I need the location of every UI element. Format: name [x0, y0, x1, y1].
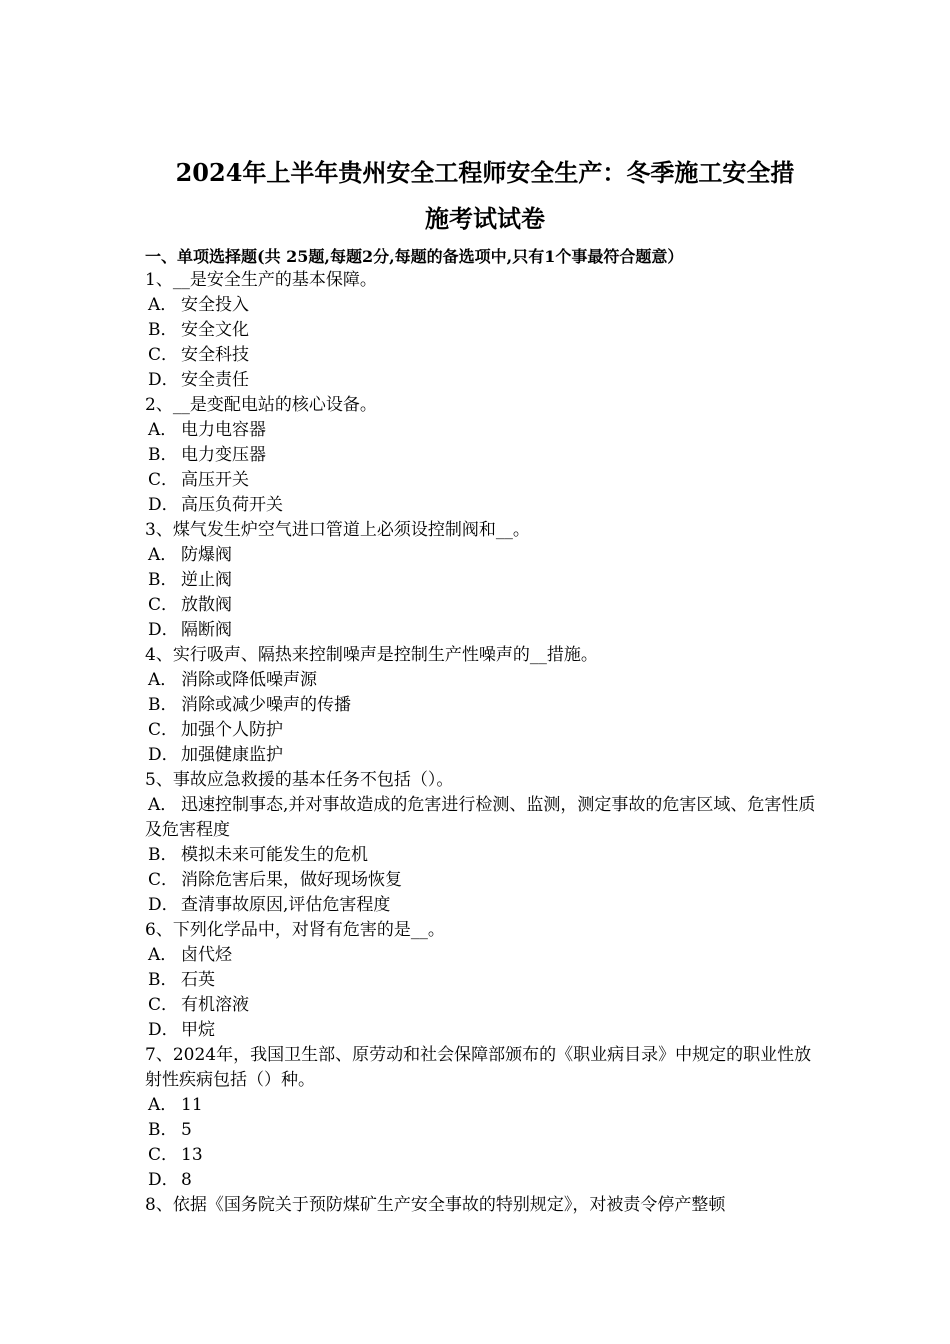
question-stem: 7、2024年，我国卫生部、原劳动和社会保障部颁布的《职业病目录》中规定的职业性放射性疾病包括（）种。	[145, 1045, 812, 1090]
option-letter: A．	[148, 295, 178, 315]
option-letter: A．	[148, 795, 178, 815]
option-text: 电力电容器	[181, 420, 266, 440]
option-text: 加强个人防护	[181, 720, 283, 740]
option-text: 隔断阀	[181, 620, 232, 640]
option-text: 安全科技	[181, 345, 249, 365]
option-letter: B．	[148, 1120, 178, 1140]
option-text: 逆止阀	[181, 570, 232, 590]
document-title	[145, 150, 825, 242]
answer-option	[145, 743, 825, 768]
option-letter: A．	[148, 945, 178, 965]
answer-option	[145, 343, 825, 368]
answer-option	[145, 293, 825, 318]
answer-option	[145, 668, 825, 693]
option-letter: C．	[148, 595, 179, 615]
answer-option	[145, 1093, 825, 1118]
option-text: 安全投入	[181, 295, 249, 315]
question-4	[145, 643, 825, 768]
question-stem: 1、__是安全生产的基本保障。	[145, 270, 377, 290]
answer-option	[145, 1168, 825, 1193]
option-text: 安全责任	[181, 370, 249, 390]
answer-option	[145, 593, 825, 618]
option-letter: C．	[148, 345, 179, 365]
option-letter: C．	[148, 470, 179, 490]
option-text: 电力变压器	[181, 445, 266, 465]
answer-option	[145, 1143, 825, 1168]
question-8	[145, 1193, 825, 1218]
option-letter: A．	[148, 1095, 178, 1115]
option-text: 迅速控制事态,并对事故造成的危害进行检测、监测，测定事故的危害区域、危害性质及危害程度	[145, 795, 816, 840]
section-heading: 一、单项选择题(共 25题,每题2分,每题的备选项中,只有1个事最符合题意）	[145, 247, 684, 266]
answer-option	[145, 893, 825, 918]
answer-option	[145, 843, 825, 868]
question-5	[145, 768, 825, 918]
answer-option	[145, 1018, 825, 1043]
answer-option	[145, 568, 825, 593]
answer-option	[145, 793, 825, 843]
question-2	[145, 393, 825, 518]
title-line-2: 施考试试卷	[425, 204, 545, 233]
option-text: 8	[181, 1170, 192, 1190]
option-letter: C．	[148, 720, 179, 740]
answer-option	[145, 468, 825, 493]
answer-option	[145, 868, 825, 893]
option-text: 5	[181, 1120, 192, 1140]
answer-option	[145, 493, 825, 518]
answer-option	[145, 693, 825, 718]
answer-option	[145, 943, 825, 968]
option-text: 放散阀	[181, 595, 232, 615]
answer-option	[145, 1118, 825, 1143]
document-page	[145, 150, 825, 1218]
option-text: 查清事故原因,评估危害程度	[181, 895, 391, 915]
question-1	[145, 268, 825, 393]
option-text: 高压开关	[181, 470, 249, 490]
option-letter: D．	[148, 620, 179, 640]
option-letter: A．	[148, 670, 178, 690]
question-stem: 6、下列化学品中，对肾有危害的是__。	[145, 920, 445, 940]
option-letter: B．	[148, 845, 178, 865]
option-text: 有机溶液	[181, 995, 249, 1015]
question-stem: 3、煤气发生炉空气进口管道上必须设控制阀和__。	[145, 520, 530, 540]
title-line-1: 2024年上半年贵州安全工程师安全生产：冬季施工安全措	[175, 158, 795, 187]
option-letter: C．	[148, 995, 179, 1015]
question-stem: 2、__是变配电站的核心设备。	[145, 395, 377, 415]
option-letter: D．	[148, 895, 179, 915]
option-text: 模拟未来可能发生的危机	[181, 845, 368, 865]
option-text: 消除或减少噪声的传播	[181, 695, 351, 715]
question-3	[145, 518, 825, 643]
option-text: 11	[181, 1095, 203, 1115]
question-7	[145, 1043, 825, 1193]
option-text: 甲烷	[181, 1020, 215, 1040]
answer-option	[145, 618, 825, 643]
option-letter: D．	[148, 495, 179, 515]
option-letter: B．	[148, 320, 178, 340]
question-stem: 4、实行吸声、隔热来控制噪声是控制生产性噪声的__措施。	[145, 645, 598, 665]
option-text: 加强健康监护	[181, 745, 283, 765]
answer-option	[145, 993, 825, 1018]
option-letter: D．	[148, 370, 179, 390]
option-letter: C．	[148, 870, 179, 890]
option-text: 防爆阀	[181, 545, 232, 565]
option-text: 高压负荷开关	[181, 495, 283, 515]
option-text: 消除危害后果，做好现场恢复	[181, 870, 402, 890]
option-letter: D．	[148, 1020, 179, 1040]
question-stem: 8、依据《国务院关于预防煤矿生产安全事故的特别规定》，对被责令停产整顿	[145, 1195, 726, 1215]
option-letter: B．	[148, 695, 178, 715]
answer-option	[145, 443, 825, 468]
option-letter: C．	[148, 1145, 179, 1165]
option-letter: D．	[148, 1170, 179, 1190]
option-text: 13	[181, 1145, 203, 1165]
option-text: 安全文化	[181, 320, 249, 340]
answer-option	[145, 318, 825, 343]
answer-option	[145, 418, 825, 443]
answer-option	[145, 543, 825, 568]
option-letter: D．	[148, 745, 179, 765]
answer-option	[145, 968, 825, 993]
question-stem: 5、事故应急救援的基本任务不包括（）。	[145, 770, 454, 790]
question-list	[145, 268, 825, 1218]
option-letter: A．	[148, 545, 178, 565]
option-letter: B．	[148, 970, 178, 990]
option-letter: A．	[148, 420, 178, 440]
option-letter: B．	[148, 445, 178, 465]
option-text: 消除或降低噪声源	[181, 670, 317, 690]
answer-option	[145, 368, 825, 393]
question-6	[145, 918, 825, 1043]
answer-option	[145, 718, 825, 743]
option-text: 石英	[181, 970, 215, 990]
option-letter: B．	[148, 570, 178, 590]
option-text: 卤代烃	[181, 945, 232, 965]
